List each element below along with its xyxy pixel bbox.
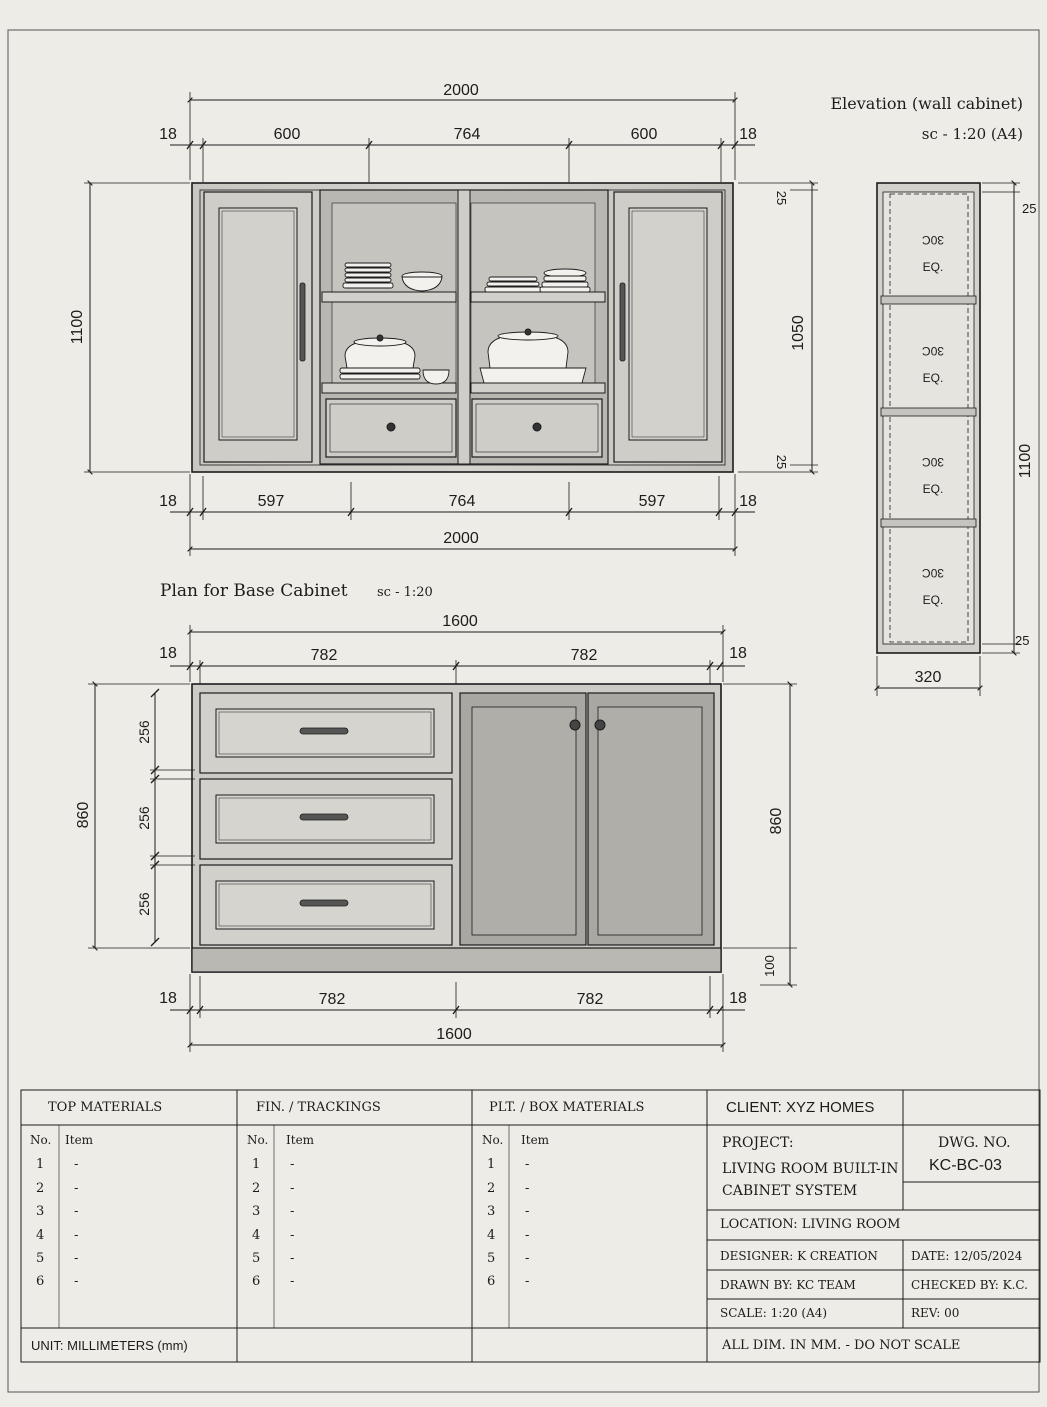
plan-top-seg-3: 782 xyxy=(570,647,598,664)
checked-by: CHECKED BY: K.C. xyxy=(911,1278,1028,1292)
table-row: 2 xyxy=(36,1181,45,1196)
plan-overall-bottom: 1600 xyxy=(436,1026,472,1043)
elev-bot-seg-1: 18 xyxy=(159,493,177,510)
shelf-label-3-b: EQ. xyxy=(922,482,944,496)
scale: SCALE: 1:20 (A4) xyxy=(720,1306,828,1320)
table-row: 6 xyxy=(487,1274,496,1289)
table-cell: - xyxy=(525,1181,530,1196)
project-line-2: CABINET SYSTEM xyxy=(722,1183,858,1199)
shelf-label-1-b: EQ. xyxy=(922,260,944,274)
table-cell: - xyxy=(290,1181,295,1196)
table-cell: - xyxy=(525,1228,530,1243)
elev-top-thk: 25 xyxy=(774,190,789,206)
table-row: 4 xyxy=(252,1228,261,1243)
table-row: 6 xyxy=(252,1274,261,1289)
table-cell: - xyxy=(74,1204,79,1219)
table-row: 3 xyxy=(487,1204,496,1219)
col-item-1: Item xyxy=(65,1133,94,1147)
table-row: 2 xyxy=(487,1181,496,1196)
plt-box-header: PLT. / BOX MATERIALS xyxy=(489,1100,645,1115)
table-cell: - xyxy=(525,1251,530,1266)
table-cell: - xyxy=(290,1274,295,1289)
plinth-height: 100 xyxy=(762,955,777,977)
plan-title: Plan for Base Cabinet xyxy=(160,581,348,601)
date: DATE: 12/05/2024 xyxy=(911,1249,1023,1263)
drawer-height-2: 256 xyxy=(136,806,152,830)
table-cell: - xyxy=(74,1157,79,1172)
plan-bot-seg-1: 18 xyxy=(159,990,177,1007)
table-cell: - xyxy=(74,1251,79,1266)
elev-top-seg-5: 18 xyxy=(739,126,757,143)
plan-bot-seg-3: 782 xyxy=(576,991,604,1008)
elev-bot-seg-4: 597 xyxy=(638,493,666,510)
shelf-label-2-b: EQ. xyxy=(922,371,944,385)
project-label: PROJECT: xyxy=(722,1135,794,1151)
elevation-wall-cabinet xyxy=(84,92,818,556)
table-cell: - xyxy=(525,1274,530,1289)
client-label: CLIENT: XYZ HOMES xyxy=(726,1099,875,1116)
col-item-3: Item xyxy=(521,1133,550,1147)
table-cell: - xyxy=(290,1157,295,1172)
col-no-3: No. xyxy=(482,1133,504,1147)
plan-height-left: 860 xyxy=(75,801,92,829)
table-cell: - xyxy=(74,1274,79,1289)
elev-bot-seg-2: 597 xyxy=(257,493,285,510)
plan-overall-top: 1600 xyxy=(442,613,478,630)
elev-overall-bottom: 2000 xyxy=(443,530,479,547)
unit-note: UNIT: MILLIMETERS (mm) xyxy=(31,1338,188,1353)
dimension-note: ALL DIM. IN MM. - DO NOT SCALE xyxy=(722,1338,961,1353)
table-cell: - xyxy=(74,1228,79,1243)
elev-bot-seg-5: 18 xyxy=(739,493,757,510)
table-cell: - xyxy=(525,1157,530,1172)
plan-bot-seg-2: 782 xyxy=(318,991,346,1008)
drawer-height-1: 256 xyxy=(136,720,152,744)
side-height: 1100 xyxy=(1017,443,1034,479)
table-row: 3 xyxy=(252,1204,261,1219)
table-row: 4 xyxy=(487,1228,496,1243)
shelf-label-3-a: 30C xyxy=(921,455,945,469)
top-materials-header: TOP MATERIALS xyxy=(48,1100,163,1115)
shelf-label-4-b: EQ. xyxy=(922,593,944,607)
table-row: 5 xyxy=(252,1251,261,1266)
project-line-1: LIVING ROOM BUILT-IN xyxy=(722,1161,899,1177)
plan-bot-seg-4: 18 xyxy=(729,990,747,1007)
table-row: 4 xyxy=(36,1228,45,1243)
plan-scale: sc - 1:20 xyxy=(377,585,433,600)
elev-top-seg-1: 18 xyxy=(159,126,177,143)
table-row: 1 xyxy=(252,1157,261,1172)
drawer-height-3: 256 xyxy=(136,892,152,916)
dwg-no-label: DWG. NO. xyxy=(938,1135,1011,1151)
side-top-thk: 25 xyxy=(1022,201,1037,216)
elev-height-left: 1100 xyxy=(69,309,86,345)
elev-top-seg-4: 600 xyxy=(630,126,658,143)
table-cell: - xyxy=(290,1228,295,1243)
plan-top-seg-1: 18 xyxy=(159,645,177,662)
table-cell: - xyxy=(290,1251,295,1266)
designer: DESIGNER: K CREATION xyxy=(720,1249,878,1263)
table-row: 2 xyxy=(252,1181,261,1196)
elev-overall-top: 2000 xyxy=(443,82,479,99)
shelf-label-2-a: 30C xyxy=(921,344,945,358)
table-cell: - xyxy=(290,1204,295,1219)
plan-top-seg-2: 782 xyxy=(310,647,338,664)
table-row: 5 xyxy=(36,1251,45,1266)
side-section xyxy=(877,183,1020,696)
shelf-label-1-a: 30C xyxy=(921,233,945,247)
elevation-scale: sc - 1:20 (A4) xyxy=(921,125,1023,143)
revision: REV: 00 xyxy=(911,1306,960,1320)
side-width: 320 xyxy=(914,669,942,686)
table-cell: - xyxy=(525,1204,530,1219)
location: LOCATION: LIVING ROOM xyxy=(720,1217,901,1232)
elev-bot-seg-3: 764 xyxy=(448,493,476,510)
dwg-no: KC-BC-03 xyxy=(929,1157,1002,1174)
col-item-2: Item xyxy=(286,1133,315,1147)
fin-trackings-header: FIN. / TRACKINGS xyxy=(256,1100,381,1115)
table-row: 1 xyxy=(487,1157,496,1172)
col-no-2: No. xyxy=(247,1133,269,1147)
elev-height-right: 1050 xyxy=(790,315,807,351)
plan-base-cabinet xyxy=(88,625,797,1052)
table-row: 5 xyxy=(487,1251,496,1266)
table-row: 1 xyxy=(36,1157,45,1172)
elev-top-seg-3: 764 xyxy=(453,126,481,143)
plan-top-seg-4: 18 xyxy=(729,645,747,662)
table-cell: - xyxy=(74,1181,79,1196)
side-bot-thk: 25 xyxy=(1015,633,1030,648)
elevation-title: Elevation (wall cabinet) xyxy=(830,94,1023,113)
table-row: 3 xyxy=(36,1204,45,1219)
table-row: 6 xyxy=(36,1274,45,1289)
shelf-label-4-a: 30C xyxy=(921,566,945,580)
col-no-1: No. xyxy=(30,1133,52,1147)
drawn-by: DRAWN BY: KC TEAM xyxy=(720,1278,856,1292)
elev-top-seg-2: 600 xyxy=(273,126,301,143)
elev-bot-thk: 25 xyxy=(774,454,789,470)
plan-height-right: 860 xyxy=(768,807,785,835)
